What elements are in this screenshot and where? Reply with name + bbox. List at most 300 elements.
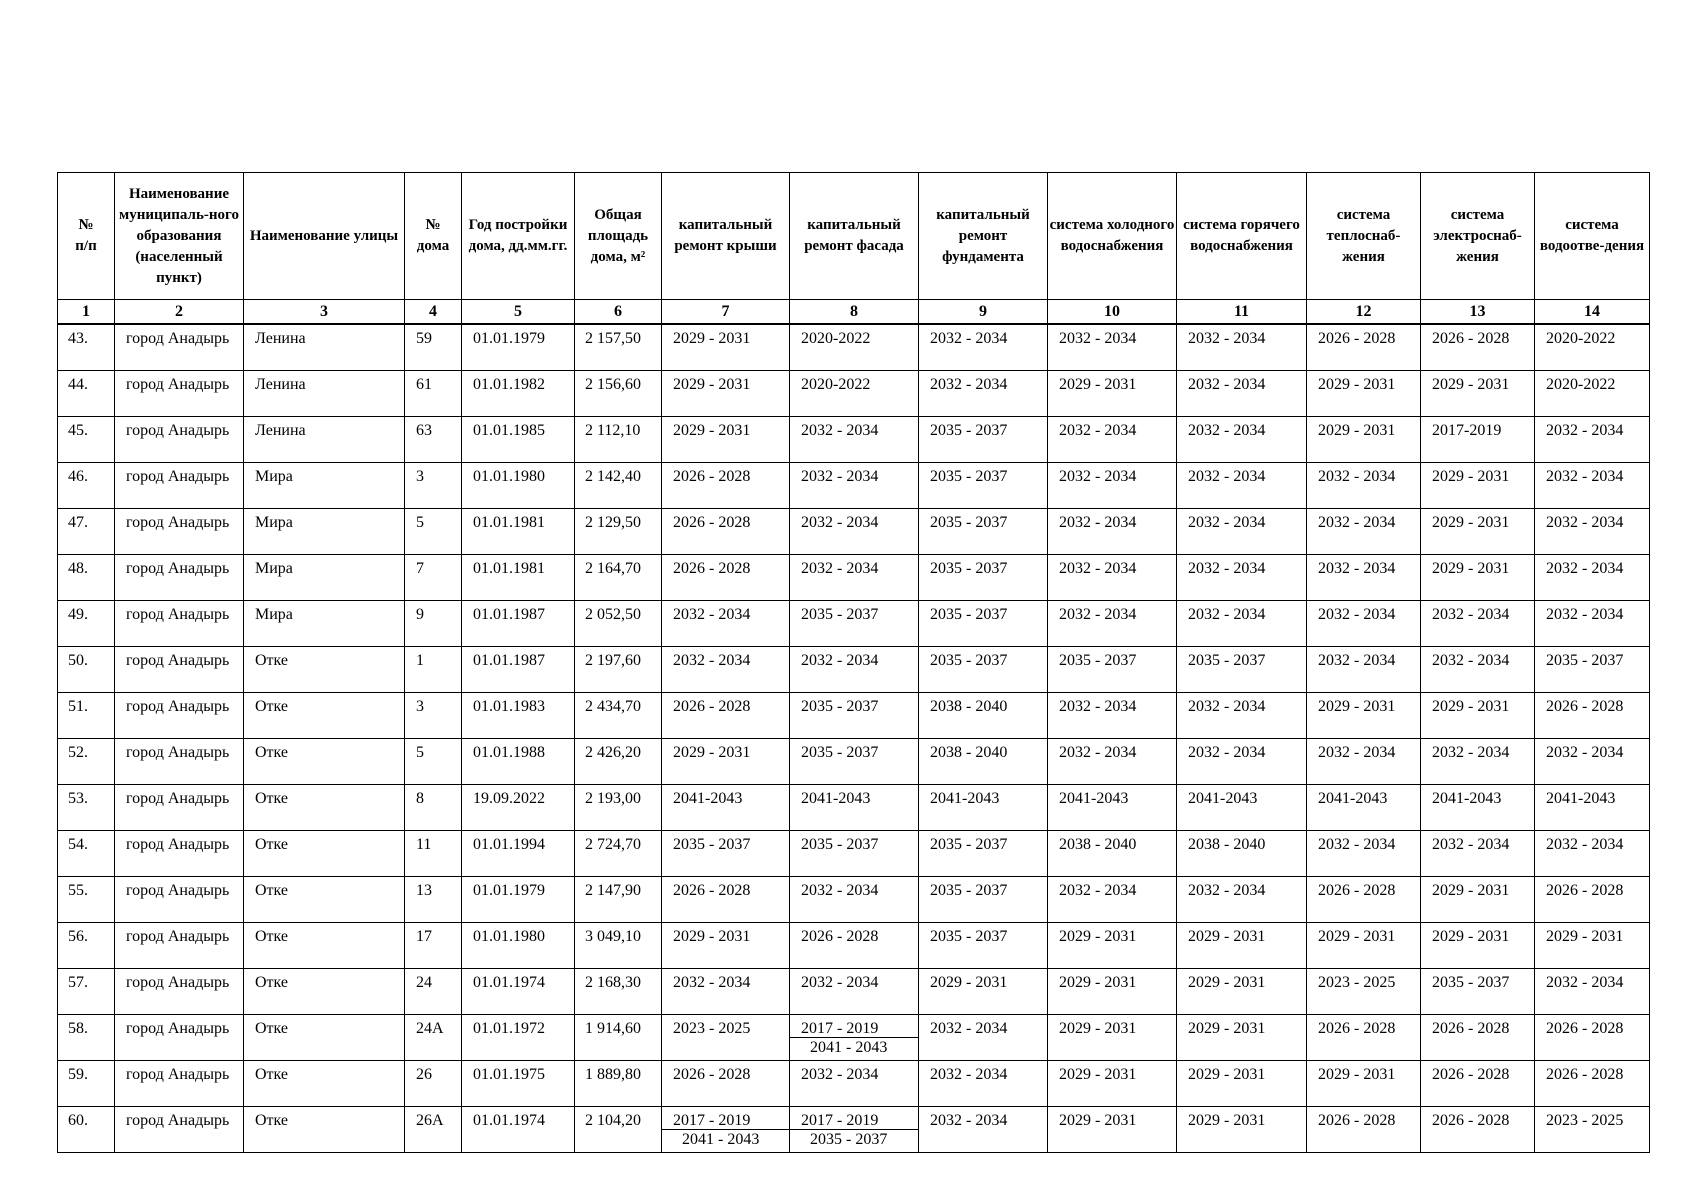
settlement-cell: город Анадырь	[115, 923, 244, 969]
foundation-repair-cell: 2041-2043	[919, 785, 1048, 831]
foundation-repair-cell: 2035 - 2037	[919, 877, 1048, 923]
table-row	[58, 923, 1650, 969]
roof-repair-cell: 2029 - 2031	[662, 324, 790, 371]
row-number: 49.	[58, 601, 115, 647]
electricity-cell: 2032 - 2034	[1421, 647, 1535, 693]
sewerage-cell: 2032 - 2034	[1535, 555, 1650, 601]
heating-cell: 2026 - 2028	[1307, 324, 1421, 371]
hot-water-cell: 2029 - 2031	[1177, 1015, 1307, 1061]
electricity-cell: 2026 - 2028	[1421, 324, 1535, 371]
foundation-repair-cell: 2032 - 2034	[919, 1107, 1048, 1153]
cold-water-cell: 2032 - 2034	[1048, 417, 1177, 463]
column-number: 9	[919, 300, 1048, 325]
roof-repair-cell: 2029 - 2031	[662, 371, 790, 417]
street-cell: Ленина	[244, 417, 405, 463]
heating-cell: 2029 - 2031	[1307, 1061, 1421, 1107]
house-number-cell: 61	[405, 371, 462, 417]
sewerage-cell: 2026 - 2028	[1535, 877, 1650, 923]
facade-repair-cell: 2035 - 2037	[790, 693, 919, 739]
repair-schedule-table	[57, 172, 1650, 1153]
cold-water-cell: 2029 - 2031	[1048, 1015, 1177, 1061]
build-date-cell: 01.01.1974	[462, 1107, 575, 1153]
row-number: 59.	[58, 1061, 115, 1107]
house-number-cell: 26А	[405, 1107, 462, 1153]
facade-repair-cell: 2026 - 2028	[790, 923, 919, 969]
cold-water-cell: 2029 - 2031	[1048, 923, 1177, 969]
facade-repair-cell-primary: 2017 - 2019	[790, 1015, 918, 1038]
column-number: 5	[462, 300, 575, 325]
roof-repair-cell: 2035 - 2037	[662, 831, 790, 877]
sewerage-cell: 2020-2022	[1535, 324, 1650, 371]
electricity-cell: 2029 - 2031	[1421, 371, 1535, 417]
row-number: 60.	[58, 1107, 115, 1153]
street-cell: Отке	[244, 877, 405, 923]
heating-cell: 2026 - 2028	[1307, 877, 1421, 923]
header-cell: система холодного водоснабжения	[1048, 173, 1177, 300]
hot-water-cell: 2032 - 2034	[1177, 877, 1307, 923]
area-cell: 2 156,60	[575, 371, 662, 417]
row-number: 55.	[58, 877, 115, 923]
cold-water-cell: 2029 - 2031	[1048, 969, 1177, 1015]
table-row	[58, 739, 1650, 785]
table-row	[58, 324, 1650, 371]
foundation-repair-cell: 2032 - 2034	[919, 1061, 1048, 1107]
column-number: 7	[662, 300, 790, 325]
sewerage-cell: 2020-2022	[1535, 371, 1650, 417]
table-row	[58, 601, 1650, 647]
facade-repair-cell-primary: 2017 - 2019	[790, 1107, 918, 1130]
cold-water-cell: 2032 - 2034	[1048, 877, 1177, 923]
facade-repair-cell: 2032 - 2034	[790, 463, 919, 509]
sewerage-cell: 2026 - 2028	[1535, 693, 1650, 739]
table-row	[58, 969, 1650, 1015]
settlement-cell: город Анадырь	[115, 1061, 244, 1107]
facade-repair-cell: 2032 - 2034	[790, 877, 919, 923]
table-row	[58, 417, 1650, 463]
facade-repair-cell: 2041-2043	[790, 785, 919, 831]
hot-water-cell: 2038 - 2040	[1177, 831, 1307, 877]
hot-water-cell: 2029 - 2031	[1177, 1061, 1307, 1107]
cold-water-cell: 2032 - 2034	[1048, 693, 1177, 739]
row-number: 58.	[58, 1015, 115, 1061]
cold-water-cell: 2032 - 2034	[1048, 509, 1177, 555]
house-number-cell: 3	[405, 463, 462, 509]
table-row	[58, 463, 1650, 509]
row-number: 50.	[58, 647, 115, 693]
build-date-cell: 01.01.1987	[462, 601, 575, 647]
table-row	[58, 1107, 1650, 1153]
hot-water-cell: 2041-2043	[1177, 785, 1307, 831]
build-date-cell: 01.01.1981	[462, 555, 575, 601]
foundation-repair-cell: 2035 - 2037	[919, 647, 1048, 693]
build-date-cell: 01.01.1975	[462, 1061, 575, 1107]
cold-water-cell: 2032 - 2034	[1048, 555, 1177, 601]
cold-water-cell: 2029 - 2031	[1048, 1107, 1177, 1153]
cold-water-cell: 2032 - 2034	[1048, 324, 1177, 371]
build-date-cell: 01.01.1972	[462, 1015, 575, 1061]
heating-cell: 2032 - 2034	[1307, 739, 1421, 785]
roof-repair-cell: 2032 - 2034	[662, 647, 790, 693]
cold-water-cell: 2035 - 2037	[1048, 647, 1177, 693]
facade-repair-cell: 2032 - 2034	[790, 509, 919, 555]
house-number-cell: 5	[405, 739, 462, 785]
foundation-repair-cell: 2035 - 2037	[919, 831, 1048, 877]
header-cell: система водоотве-дения	[1535, 173, 1650, 300]
build-date-cell: 01.01.1985	[462, 417, 575, 463]
street-cell: Отке	[244, 693, 405, 739]
hot-water-cell: 2032 - 2034	[1177, 371, 1307, 417]
build-date-cell: 19.09.2022	[462, 785, 575, 831]
electricity-cell: 2026 - 2028	[1421, 1015, 1535, 1061]
sewerage-cell: 2029 - 2031	[1535, 923, 1650, 969]
row-number: 52.	[58, 739, 115, 785]
cold-water-cell: 2032 - 2034	[1048, 601, 1177, 647]
hot-water-cell: 2032 - 2034	[1177, 601, 1307, 647]
street-cell: Мира	[244, 601, 405, 647]
heating-cell: 2023 - 2025	[1307, 969, 1421, 1015]
settlement-cell: город Анадырь	[115, 417, 244, 463]
settlement-cell: город Анадырь	[115, 1015, 244, 1061]
cold-water-cell: 2029 - 2031	[1048, 1061, 1177, 1107]
facade-repair-cell: 2035 - 2037	[790, 831, 919, 877]
settlement-cell: город Анадырь	[115, 509, 244, 555]
street-cell: Отке	[244, 923, 405, 969]
header-cell: № п/п	[58, 173, 115, 300]
build-date-cell: 01.01.1980	[462, 923, 575, 969]
street-cell: Отке	[244, 969, 405, 1015]
sewerage-cell: 2032 - 2034	[1535, 601, 1650, 647]
foundation-repair-cell: 2035 - 2037	[919, 509, 1048, 555]
header-cell: система электроснаб-жения	[1421, 173, 1535, 300]
street-cell: Ленина	[244, 371, 405, 417]
street-cell: Ленина	[244, 324, 405, 371]
sewerage-cell: 2035 - 2037	[1535, 647, 1650, 693]
column-number: 14	[1535, 300, 1650, 325]
table-body	[58, 324, 1650, 1153]
hot-water-cell: 2032 - 2034	[1177, 555, 1307, 601]
electricity-cell: 2029 - 2031	[1421, 877, 1535, 923]
facade-repair-cell: 2032 - 2034	[790, 1061, 919, 1107]
heating-cell: 2041-2043	[1307, 785, 1421, 831]
roof-repair-cell: 2026 - 2028	[662, 509, 790, 555]
foundation-repair-cell: 2038 - 2040	[919, 693, 1048, 739]
cold-water-cell: 2038 - 2040	[1048, 831, 1177, 877]
column-number: 13	[1421, 300, 1535, 325]
header-cell: система теплоснаб-жения	[1307, 173, 1421, 300]
column-number: 10	[1048, 300, 1177, 325]
street-cell: Отке	[244, 647, 405, 693]
table-row	[58, 1061, 1650, 1107]
facade-repair-cell: 2032 - 2034	[790, 969, 919, 1015]
roof-repair-cell: 2041-2043	[662, 785, 790, 831]
facade-repair-cell	[790, 1015, 919, 1061]
row-number: 44.	[58, 371, 115, 417]
column-number: 6	[575, 300, 662, 325]
hot-water-cell: 2032 - 2034	[1177, 417, 1307, 463]
house-number-cell: 8	[405, 785, 462, 831]
heating-cell: 2032 - 2034	[1307, 463, 1421, 509]
foundation-repair-cell: 2032 - 2034	[919, 324, 1048, 371]
hot-water-cell: 2032 - 2034	[1177, 693, 1307, 739]
roof-repair-cell: 2026 - 2028	[662, 877, 790, 923]
settlement-cell: город Анадырь	[115, 877, 244, 923]
street-cell: Отке	[244, 1061, 405, 1107]
facade-repair-cell: 2035 - 2037	[790, 739, 919, 785]
area-cell: 2 168,30	[575, 969, 662, 1015]
facade-repair-cell	[790, 1107, 919, 1153]
roof-repair-cell: 2023 - 2025	[662, 1015, 790, 1061]
area-cell: 2 104,20	[575, 1107, 662, 1153]
foundation-repair-cell: 2035 - 2037	[919, 417, 1048, 463]
table-row	[58, 371, 1650, 417]
settlement-cell: город Анадырь	[115, 324, 244, 371]
row-number: 46.	[58, 463, 115, 509]
street-cell: Мира	[244, 463, 405, 509]
row-number: 51.	[58, 693, 115, 739]
column-number: 4	[405, 300, 462, 325]
house-number-cell: 24А	[405, 1015, 462, 1061]
sewerage-cell: 2041-2043	[1535, 785, 1650, 831]
heating-cell: 2032 - 2034	[1307, 509, 1421, 555]
roof-repair-cell: 2029 - 2031	[662, 923, 790, 969]
row-number: 53.	[58, 785, 115, 831]
build-date-cell: 01.01.1987	[462, 647, 575, 693]
facade-repair-cell-secondary: 2041 - 2043	[810, 1039, 888, 1056]
roof-repair-cell: 2032 - 2034	[662, 969, 790, 1015]
heating-cell: 2026 - 2028	[1307, 1107, 1421, 1153]
area-cell: 2 193,00	[575, 785, 662, 831]
facade-repair-cell: 2020-2022	[790, 324, 919, 371]
heating-cell: 2029 - 2031	[1307, 923, 1421, 969]
column-number: 1	[58, 300, 115, 325]
column-number: 2	[115, 300, 244, 325]
house-number-cell: 26	[405, 1061, 462, 1107]
house-number-cell: 11	[405, 831, 462, 877]
electricity-cell: 2029 - 2031	[1421, 463, 1535, 509]
foundation-repair-cell: 2038 - 2040	[919, 739, 1048, 785]
settlement-cell: город Анадырь	[115, 1107, 244, 1153]
settlement-cell: город Анадырь	[115, 647, 244, 693]
roof-repair-cell: 2026 - 2028	[662, 555, 790, 601]
electricity-cell: 2041-2043	[1421, 785, 1535, 831]
table-row	[58, 1015, 1650, 1061]
table-row	[58, 647, 1650, 693]
roof-repair-cell: 2026 - 2028	[662, 1061, 790, 1107]
hot-water-cell: 2032 - 2034	[1177, 509, 1307, 555]
table-row	[58, 693, 1650, 739]
row-number: 48.	[58, 555, 115, 601]
hot-water-cell: 2029 - 2031	[1177, 1107, 1307, 1153]
electricity-cell: 2026 - 2028	[1421, 1107, 1535, 1153]
facade-repair-cell: 2020-2022	[790, 371, 919, 417]
area-cell: 2 724,70	[575, 831, 662, 877]
cold-water-cell: 2029 - 2031	[1048, 371, 1177, 417]
foundation-repair-cell: 2035 - 2037	[919, 923, 1048, 969]
electricity-cell: 2017-2019	[1421, 417, 1535, 463]
header-cell: Наименование улицы	[244, 173, 405, 300]
header-cell: капитальный ремонт крыши	[662, 173, 790, 300]
electricity-cell: 2029 - 2031	[1421, 509, 1535, 555]
house-number-cell: 5	[405, 509, 462, 555]
heating-cell: 2032 - 2034	[1307, 555, 1421, 601]
area-cell: 2 197,60	[575, 647, 662, 693]
build-date-cell: 01.01.1988	[462, 739, 575, 785]
roof-repair-cell-primary: 2017 - 2019	[662, 1107, 789, 1130]
house-number-cell: 17	[405, 923, 462, 969]
hot-water-cell: 2032 - 2034	[1177, 739, 1307, 785]
street-cell: Отке	[244, 1107, 405, 1153]
row-number: 47.	[58, 509, 115, 555]
foundation-repair-cell: 2035 - 2037	[919, 601, 1048, 647]
heating-cell: 2032 - 2034	[1307, 831, 1421, 877]
build-date-cell: 01.01.1982	[462, 371, 575, 417]
house-number-cell: 9	[405, 601, 462, 647]
sewerage-cell: 2032 - 2034	[1535, 831, 1650, 877]
area-cell: 1 914,60	[575, 1015, 662, 1061]
build-date-cell: 01.01.1979	[462, 324, 575, 371]
house-number-cell: 7	[405, 555, 462, 601]
header-cell: Наименование муниципаль-ного образования (населенный пункт)	[115, 173, 244, 300]
build-date-cell: 01.01.1979	[462, 877, 575, 923]
electricity-cell: 2032 - 2034	[1421, 831, 1535, 877]
house-number-cell: 59	[405, 324, 462, 371]
hot-water-cell: 2029 - 2031	[1177, 969, 1307, 1015]
heating-cell: 2029 - 2031	[1307, 417, 1421, 463]
roof-repair-cell-secondary: 2041 - 2043	[682, 1131, 760, 1148]
table-row	[58, 785, 1650, 831]
table-row	[58, 877, 1650, 923]
column-number: 3	[244, 300, 405, 325]
sewerage-cell: 2032 - 2034	[1535, 417, 1650, 463]
roof-repair-cell: 2026 - 2028	[662, 463, 790, 509]
house-number-cell: 3	[405, 693, 462, 739]
table-row	[58, 509, 1650, 555]
build-date-cell: 01.01.1980	[462, 463, 575, 509]
cold-water-cell: 2041-2043	[1048, 785, 1177, 831]
hot-water-cell: 2029 - 2031	[1177, 923, 1307, 969]
build-date-cell: 01.01.1983	[462, 693, 575, 739]
foundation-repair-cell: 2032 - 2034	[919, 371, 1048, 417]
sewerage-cell: 2026 - 2028	[1535, 1061, 1650, 1107]
area-cell: 2 112,10	[575, 417, 662, 463]
header-cell: Год постройки дома, дд.мм.гг.	[462, 173, 575, 300]
electricity-cell: 2026 - 2028	[1421, 1061, 1535, 1107]
street-cell: Отке	[244, 785, 405, 831]
area-cell: 2 157,50	[575, 324, 662, 371]
foundation-repair-cell: 2029 - 2031	[919, 969, 1048, 1015]
electricity-cell: 2029 - 2031	[1421, 555, 1535, 601]
sewerage-cell: 2032 - 2034	[1535, 739, 1650, 785]
area-cell: 2 052,50	[575, 601, 662, 647]
column-number-row	[58, 300, 1650, 325]
area-cell: 2 434,70	[575, 693, 662, 739]
column-number: 11	[1177, 300, 1307, 325]
street-cell: Отке	[244, 1015, 405, 1061]
area-cell: 1 889,80	[575, 1061, 662, 1107]
header-row	[58, 173, 1650, 300]
settlement-cell: город Анадырь	[115, 555, 244, 601]
roof-repair-cell: 2026 - 2028	[662, 693, 790, 739]
heating-cell: 2032 - 2034	[1307, 601, 1421, 647]
street-cell: Отке	[244, 831, 405, 877]
table-row	[58, 831, 1650, 877]
hot-water-cell: 2032 - 2034	[1177, 324, 1307, 371]
build-date-cell: 01.01.1981	[462, 509, 575, 555]
area-cell: 2 164,70	[575, 555, 662, 601]
settlement-cell: город Анадырь	[115, 601, 244, 647]
header-cell: № дома	[405, 173, 462, 300]
settlement-cell: город Анадырь	[115, 693, 244, 739]
settlement-cell: город Анадырь	[115, 785, 244, 831]
street-cell: Отке	[244, 739, 405, 785]
column-number: 12	[1307, 300, 1421, 325]
row-number: 54.	[58, 831, 115, 877]
facade-repair-cell-secondary: 2035 - 2037	[810, 1131, 888, 1148]
house-number-cell: 13	[405, 877, 462, 923]
area-cell: 3 049,10	[575, 923, 662, 969]
roof-repair-cell: 2029 - 2031	[662, 417, 790, 463]
heating-cell: 2032 - 2034	[1307, 647, 1421, 693]
roof-repair-cell: 2029 - 2031	[662, 739, 790, 785]
header-cell: Общая площадь дома, м²	[575, 173, 662, 300]
heating-cell: 2029 - 2031	[1307, 693, 1421, 739]
settlement-cell: город Анадырь	[115, 831, 244, 877]
electricity-cell: 2029 - 2031	[1421, 693, 1535, 739]
area-cell: 2 147,90	[575, 877, 662, 923]
header-cell: система горячего водоснабжения	[1177, 173, 1307, 300]
area-cell: 2 426,20	[575, 739, 662, 785]
column-number: 8	[790, 300, 919, 325]
row-number: 45.	[58, 417, 115, 463]
sewerage-cell: 2023 - 2025	[1535, 1107, 1650, 1153]
row-number: 43.	[58, 324, 115, 371]
roof-repair-cell: 2032 - 2034	[662, 601, 790, 647]
sewerage-cell: 2032 - 2034	[1535, 969, 1650, 1015]
hot-water-cell: 2035 - 2037	[1177, 647, 1307, 693]
foundation-repair-cell: 2035 - 2037	[919, 555, 1048, 601]
table-row	[58, 555, 1650, 601]
area-cell: 2 142,40	[575, 463, 662, 509]
street-cell: Мира	[244, 509, 405, 555]
row-number: 57.	[58, 969, 115, 1015]
settlement-cell: город Анадырь	[115, 969, 244, 1015]
sewerage-cell: 2032 - 2034	[1535, 509, 1650, 555]
settlement-cell: город Анадырь	[115, 739, 244, 785]
row-number: 56.	[58, 923, 115, 969]
heating-cell: 2026 - 2028	[1307, 1015, 1421, 1061]
cold-water-cell: 2032 - 2034	[1048, 463, 1177, 509]
header-cell: капитальный ремонт фасада	[790, 173, 919, 300]
house-number-cell: 24	[405, 969, 462, 1015]
foundation-repair-cell: 2035 - 2037	[919, 463, 1048, 509]
settlement-cell: город Анадырь	[115, 463, 244, 509]
facade-repair-cell: 2032 - 2034	[790, 555, 919, 601]
facade-repair-cell: 2035 - 2037	[790, 601, 919, 647]
build-date-cell: 01.01.1974	[462, 969, 575, 1015]
cold-water-cell: 2032 - 2034	[1048, 739, 1177, 785]
sewerage-cell: 2026 - 2028	[1535, 1015, 1650, 1061]
electricity-cell: 2032 - 2034	[1421, 601, 1535, 647]
electricity-cell: 2029 - 2031	[1421, 923, 1535, 969]
facade-repair-cell: 2032 - 2034	[790, 647, 919, 693]
area-cell: 2 129,50	[575, 509, 662, 555]
house-number-cell: 1	[405, 647, 462, 693]
build-date-cell: 01.01.1994	[462, 831, 575, 877]
heating-cell: 2029 - 2031	[1307, 371, 1421, 417]
settlement-cell: город Анадырь	[115, 371, 244, 417]
foundation-repair-cell: 2032 - 2034	[919, 1015, 1048, 1061]
header-cell: капитальный ремонт фундамента	[919, 173, 1048, 300]
